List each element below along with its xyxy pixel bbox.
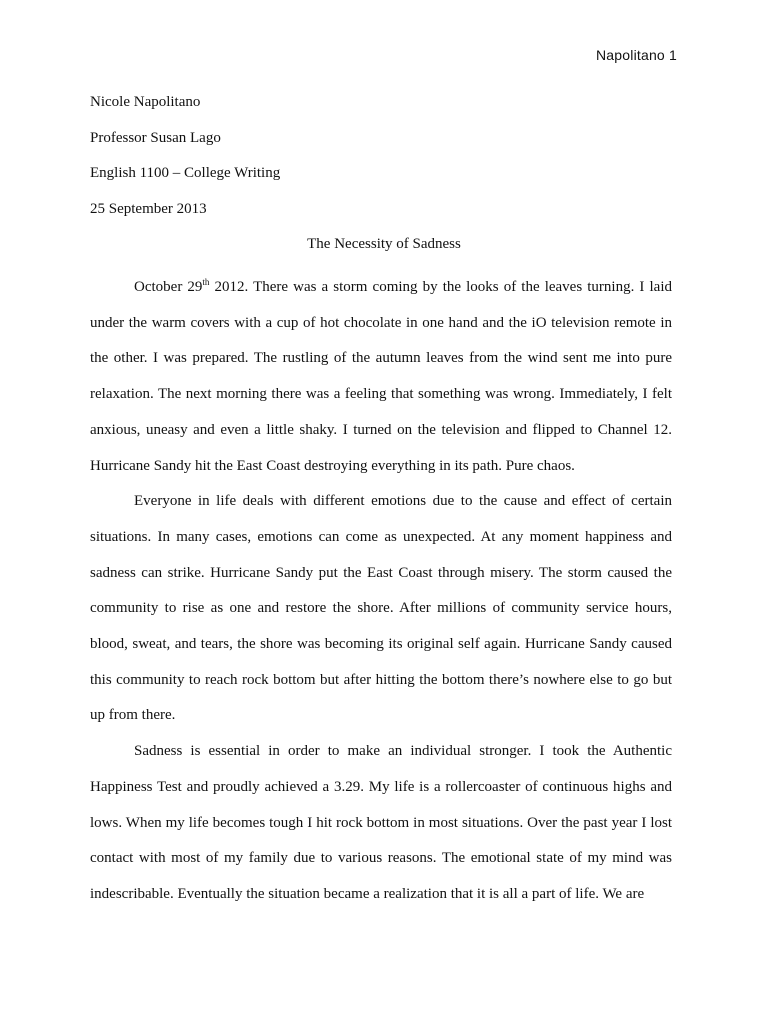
essay-body: [90, 270, 672, 913]
paragraph-1: [90, 270, 672, 484]
ordinal-suffix: th: [202, 277, 210, 287]
paragraph-3: Sadness is essential in order to make an individual stronger. I took the Authentic Happiness Test and proudly achieved a 3.29. My life is a rollercoaster of continuous highs and lows. When my life becomes tough I hit rock bottom in most situations. Over the past year I lost contact with most of my family due to various reasons. The emotional state of my mind was indescribable. Eventually the situation became a realization that it is all a part of life. We are: [90, 743, 672, 902]
essay-title: The Necessity of Sadness: [307, 236, 461, 252]
paragraph-2: Everyone in life deals with different emotions due to the cause and effect of certain situations. In many cases, emotions can come as unexpected. At any moment happiness and sadness can strike. Hurricane Sandy put the East Coast through misery. The storm caused the community to rise as one and restore the shore. After millions of community service hours, blood, sweat, and tears, the shore was becoming its original self again. Hurricane Sandy caused this community to reach rock bottom but after hitting the bottom there’s nowhere else to go but up from there.: [90, 493, 672, 724]
paragraph-1-text: 2012. There was a storm coming by the looks of the leaves turning. I laid under the warm covers with a cup of hot chocolate in one hand and the iO television remote in the other. I was prepared. The rustling of the autumn leaves from the wind sent me into pure relaxation. The next morning there was a feeling that something was wrong. Immediately, I felt anxious, uneasy and even a little shaky. I turned on the television and flipped to Channel 12. Hurricane Sandy hit the East Coast destroying everything in its path. Pure chaos.: [90, 279, 673, 474]
running-header: Napolitano 1: [595, 47, 677, 63]
paragraph-1-date: October 29: [134, 279, 203, 295]
student-name: Nicole Napolitano: [90, 94, 201, 110]
course-name: English 1100 – College Writing: [90, 165, 281, 181]
essay-date: 25 September 2013: [90, 201, 207, 217]
professor-name: Professor Susan Lago: [90, 130, 221, 146]
